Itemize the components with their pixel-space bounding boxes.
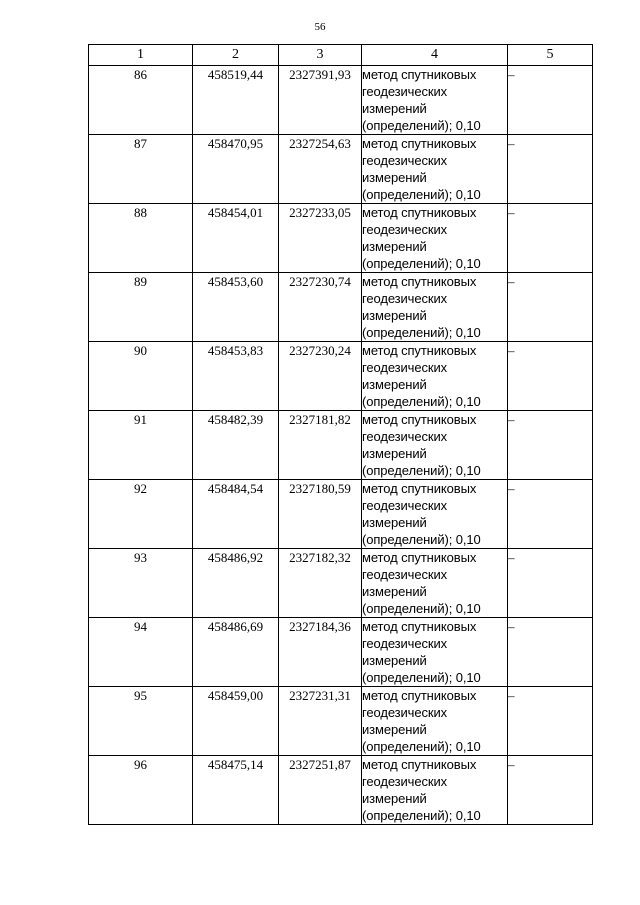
y-coordinate-cell: 2327254,63 (279, 135, 362, 204)
page-number: 56 (314, 21, 326, 33)
table-row (89, 549, 593, 618)
point-number-cell: 90 (89, 342, 193, 411)
y-coordinate-cell: 2327230,74 (279, 273, 362, 342)
method-text-line: метод спутниковых (362, 688, 477, 703)
method-text-line: геодезических (362, 774, 448, 789)
method-cell (362, 411, 508, 480)
point-number-cell: 88 (89, 204, 193, 273)
table-row (89, 273, 593, 342)
method-text-line: геодезических (362, 498, 448, 513)
column-header-1: 1 (89, 45, 193, 66)
method-text-line: (определений); 0,10 (362, 532, 481, 547)
method-text-line: метод спутниковых (362, 481, 477, 496)
column-5-cell: – (508, 756, 593, 825)
point-number-cell: 86 (89, 66, 193, 135)
x-coordinate-cell: 458484,54 (193, 480, 279, 549)
table-row (89, 687, 593, 756)
method-text-line: измерений (362, 377, 427, 392)
column-5-cell: – (508, 549, 593, 618)
x-coordinate-cell: 458482,39 (193, 411, 279, 480)
method-cell (362, 687, 508, 756)
table-row (89, 411, 593, 480)
table-row (89, 66, 593, 135)
method-text-line: (определений); 0,10 (362, 463, 481, 478)
method-cell (362, 756, 508, 825)
column-5-cell: – (508, 411, 593, 480)
column-5-cell: – (508, 687, 593, 756)
point-number-cell: 94 (89, 618, 193, 687)
table-header-row (89, 45, 593, 66)
column-header-5: 5 (508, 45, 593, 66)
method-cell (362, 135, 508, 204)
x-coordinate-cell: 458459,00 (193, 687, 279, 756)
y-coordinate-cell: 2327182,32 (279, 549, 362, 618)
method-cell (362, 618, 508, 687)
method-text-line: (определений); 0,10 (362, 739, 481, 754)
method-cell (362, 66, 508, 135)
x-coordinate-cell: 458486,92 (193, 549, 279, 618)
method-text-line: метод спутниковых (362, 412, 477, 427)
method-text-line: метод спутниковых (362, 550, 477, 565)
method-text-line: геодезических (362, 222, 448, 237)
method-text-line: геодезических (362, 153, 448, 168)
y-coordinate-cell: 2327233,05 (279, 204, 362, 273)
y-coordinate-cell: 2327180,59 (279, 480, 362, 549)
point-number-cell: 91 (89, 411, 193, 480)
x-coordinate-cell: 458454,01 (193, 204, 279, 273)
method-text-line: метод спутниковых (362, 67, 477, 82)
method-text-line: метод спутниковых (362, 619, 477, 634)
method-text-line: геодезических (362, 291, 448, 306)
method-text-line: (определений); 0,10 (362, 325, 481, 340)
method-text-line: измерений (362, 308, 427, 323)
method-text-line: измерений (362, 791, 427, 806)
column-5-cell: – (508, 204, 593, 273)
table-row (89, 204, 593, 273)
method-text-line: метод спутниковых (362, 343, 477, 358)
method-text-line: измерений (362, 653, 427, 668)
method-text-line: геодезических (362, 84, 448, 99)
method-text-line: (определений); 0,10 (362, 394, 481, 409)
method-text-line: геодезических (362, 705, 448, 720)
y-coordinate-cell: 2327231,31 (279, 687, 362, 756)
method-text-line: геодезических (362, 567, 448, 582)
method-text-line: измерений (362, 515, 427, 530)
x-coordinate-cell: 458453,60 (193, 273, 279, 342)
x-coordinate-cell: 458486,69 (193, 618, 279, 687)
method-text-line: (определений); 0,10 (362, 808, 481, 823)
method-text-line: метод спутниковых (362, 274, 477, 289)
column-5-cell: – (508, 273, 593, 342)
method-text-line: измерений (362, 239, 427, 254)
x-coordinate-cell: 458475,14 (193, 756, 279, 825)
method-text-line: геодезических (362, 636, 448, 651)
column-5-cell: – (508, 342, 593, 411)
point-number-cell: 89 (89, 273, 193, 342)
method-text-line: измерений (362, 722, 427, 737)
method-text-line: (определений); 0,10 (362, 256, 481, 271)
method-text-line: измерений (362, 584, 427, 599)
column-5-cell: – (508, 135, 593, 204)
method-text-line: геодезических (362, 360, 448, 375)
method-text-line: измерений (362, 446, 427, 461)
method-cell (362, 549, 508, 618)
column-header-4: 4 (362, 45, 508, 66)
method-text-line: (определений); 0,10 (362, 601, 481, 616)
method-text-line: (определений); 0,10 (362, 187, 481, 202)
point-number-cell: 95 (89, 687, 193, 756)
column-5-cell: – (508, 66, 593, 135)
table-row (89, 618, 593, 687)
column-header-3: 3 (279, 45, 362, 66)
y-coordinate-cell: 2327184,36 (279, 618, 362, 687)
method-text-line: геодезических (362, 429, 448, 444)
x-coordinate-cell: 458519,44 (193, 66, 279, 135)
table-body (89, 66, 593, 825)
point-number-cell: 87 (89, 135, 193, 204)
method-cell (362, 204, 508, 273)
method-text-line: измерений (362, 170, 427, 185)
method-text-line: метод спутниковых (362, 136, 477, 151)
coordinates-table (88, 44, 593, 825)
y-coordinate-cell: 2327181,82 (279, 411, 362, 480)
point-number-cell: 96 (89, 756, 193, 825)
table-row (89, 480, 593, 549)
column-5-cell: – (508, 618, 593, 687)
method-cell (362, 273, 508, 342)
method-text-line: метод спутниковых (362, 757, 477, 772)
method-cell (362, 342, 508, 411)
y-coordinate-cell: 2327251,87 (279, 756, 362, 825)
y-coordinate-cell: 2327391,93 (279, 66, 362, 135)
table-row (89, 342, 593, 411)
point-number-cell: 92 (89, 480, 193, 549)
method-text-line: (определений); 0,10 (362, 670, 481, 685)
x-coordinate-cell: 458453,83 (193, 342, 279, 411)
x-coordinate-cell: 458470,95 (193, 135, 279, 204)
method-text-line: метод спутниковых (362, 205, 477, 220)
y-coordinate-cell: 2327230,24 (279, 342, 362, 411)
method-cell (362, 480, 508, 549)
method-text-line: (определений); 0,10 (362, 118, 481, 133)
column-header-2: 2 (193, 45, 279, 66)
column-5-cell: – (508, 480, 593, 549)
point-number-cell: 93 (89, 549, 193, 618)
table-row (89, 756, 593, 825)
method-text-line: измерений (362, 101, 427, 116)
table-row (89, 135, 593, 204)
